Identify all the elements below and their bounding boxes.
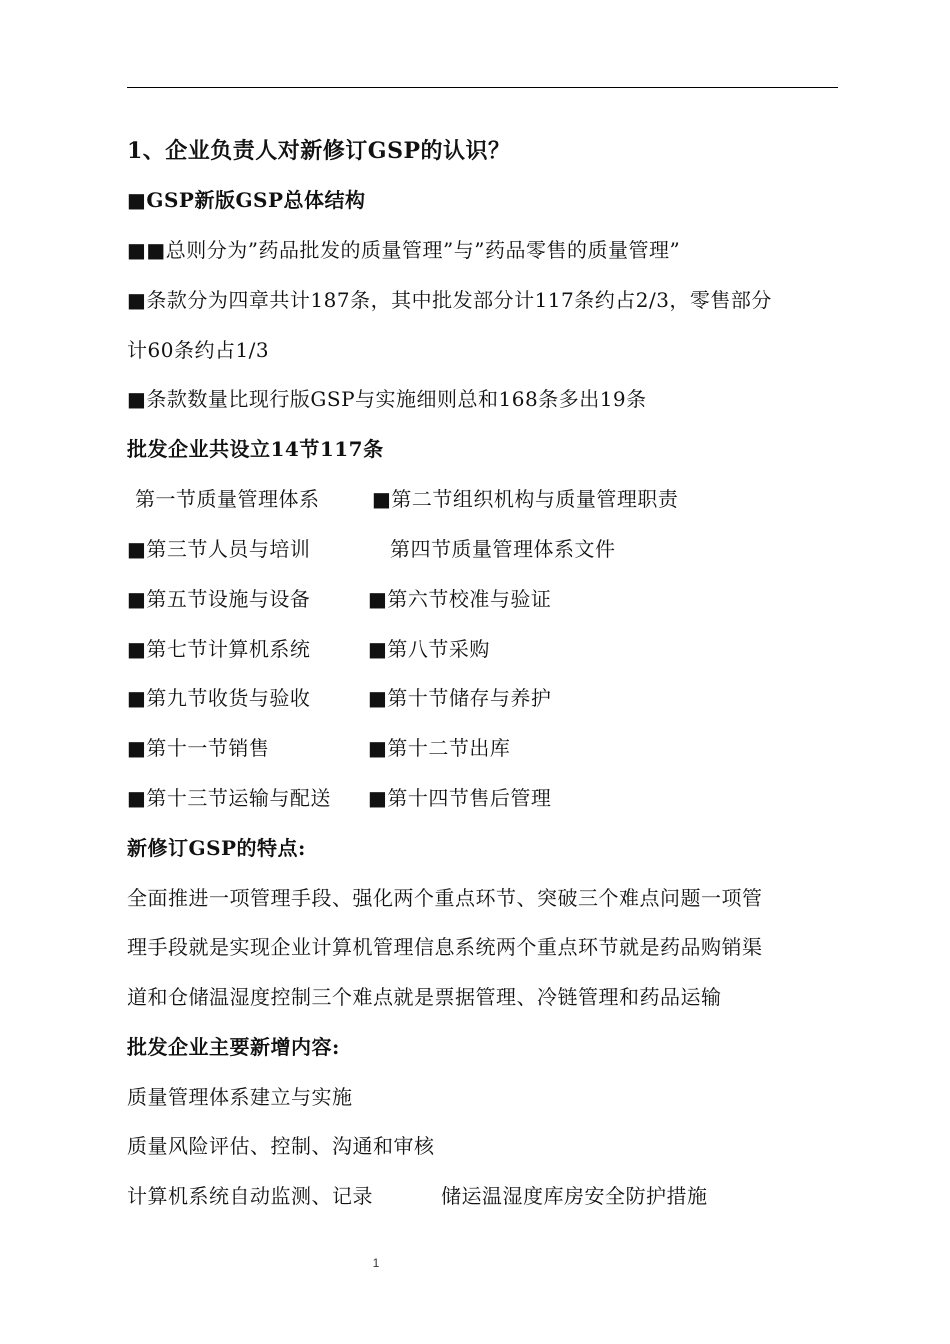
document-heading: 1、企业负责人对新修订GSP的认识？ <box>127 138 511 164</box>
features-text-line: 道和仓储温湿度控制三个难点就是票据管理、冷链管理和药品运输 <box>127 985 722 1009</box>
new-content-item-right: 储运温湿度库房安全防护措施 <box>441 1184 708 1208</box>
clauses-text-line-2: 计60条约占1/3 <box>127 338 270 362</box>
wholesale-title: 批发企业共设立14节117条 <box>127 437 384 461</box>
section-item-right: ■第八节采购 <box>368 637 490 661</box>
section-item-right: ■第十二节出库 <box>368 736 511 760</box>
new-content-item: 质量管理体系建立与实施 <box>127 1085 353 1109</box>
section-item-left: ■第七节计算机系统 <box>127 637 311 661</box>
section-item-right: 第四节质量管理体系文件 <box>390 537 616 561</box>
section-item-right: ■第十节储存与养护 <box>368 686 552 710</box>
section-item-left: ■第十三节运输与配送 <box>127 786 331 810</box>
section-item-left: ■第九节收货与验收 <box>127 686 311 710</box>
features-text-line: 理手段就是实现企业计算机管理信息系统两个重点环节就是药品购销渠 <box>127 935 763 959</box>
structure-title: ■GSP新版GSP总体结构 <box>127 188 366 212</box>
clauses-compare-text: ■条款数量比现行版GSP与实施细则总和168条多出19条 <box>127 387 647 411</box>
section-item-left: ■第三节人员与培训 <box>127 537 311 561</box>
clauses-text-line-1: ■条款分为四章共计187条，其中批发部分计117条约占2/3，零售部分 <box>127 288 772 312</box>
new-content-item: 质量风险评估、控制、沟通和审核 <box>127 1134 435 1158</box>
page-number: 1 <box>372 1256 380 1270</box>
features-text-line: 全面推进一项管理手段、强化两个重点环节、突破三个难点问题一项管 <box>127 886 763 910</box>
section-item-right: ■第二节组织机构与质量管理职责 <box>372 487 679 511</box>
new-content-item: 计算机系统自动监测、记录 <box>127 1184 373 1208</box>
section-item-right: ■第十四节售后管理 <box>368 786 552 810</box>
section-item-left: ■第十一节销售 <box>127 736 270 760</box>
features-title: 新修订GSP的特点: <box>127 836 306 860</box>
new-content-title: 批发企业主要新增内容: <box>127 1035 340 1059</box>
section-item-left: 第一节质量管理体系 <box>135 487 320 511</box>
header-rule <box>127 87 838 88</box>
section-item-left: ■第五节设施与设备 <box>127 587 311 611</box>
general-rule-text: ■■总则分为”药品批发的质量管理”与”药品零售的质量管理” <box>127 238 681 262</box>
section-item-right: ■第六节校准与验证 <box>368 587 552 611</box>
